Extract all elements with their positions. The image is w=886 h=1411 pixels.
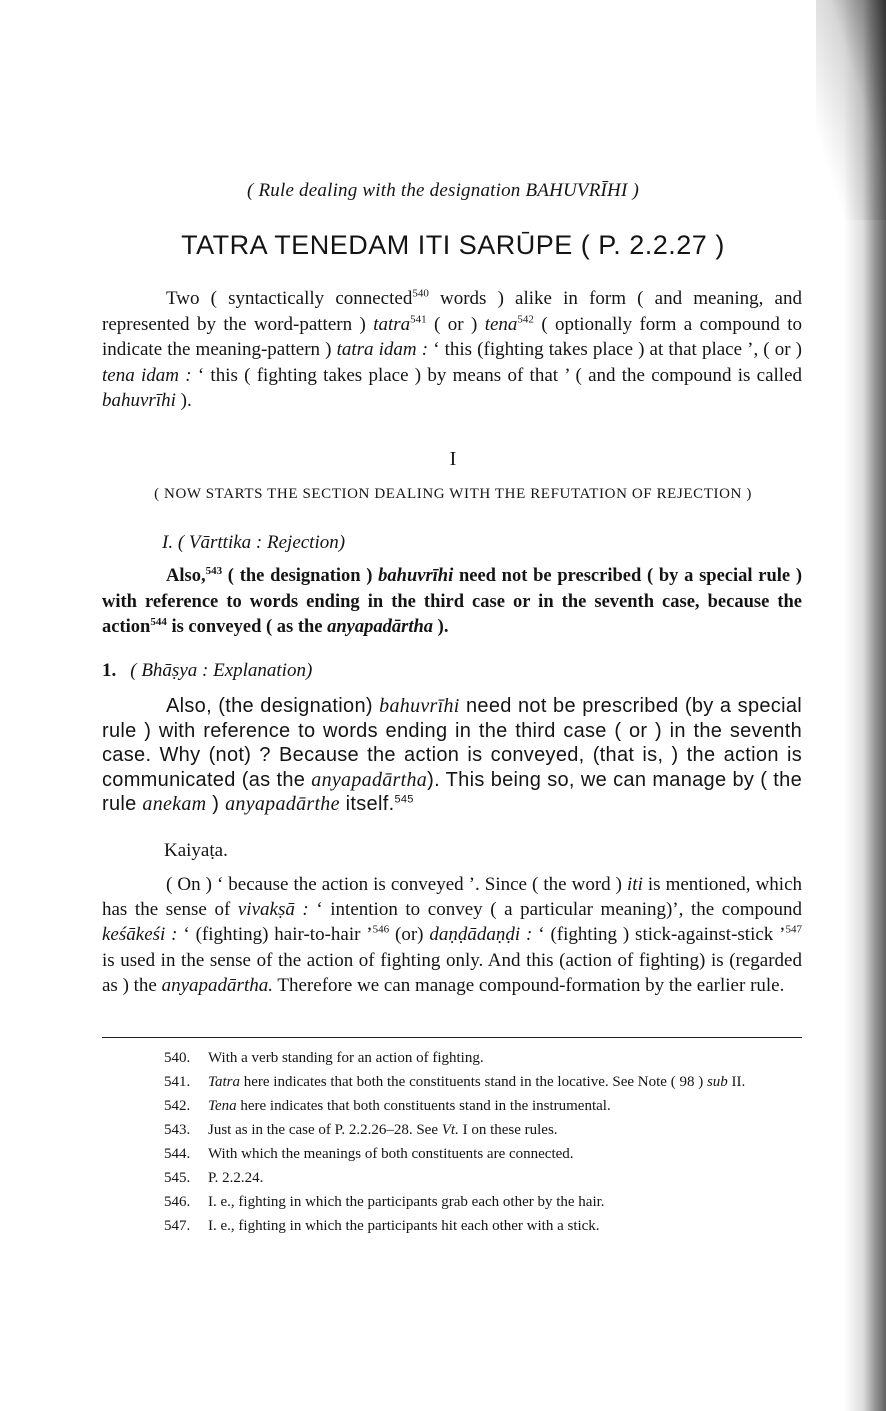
footnote [102, 1166, 802, 1190]
section-heading: ( NOW STARTS THE SECTION DEALING WITH THE REFUTATION OF REJECTION ) [154, 486, 752, 502]
italic-term: anekam [142, 793, 207, 815]
text-run: With a verb standing for an action of fighting. [208, 1050, 484, 1066]
text-run: ( or ) [426, 313, 485, 335]
text-run: (or) [389, 924, 430, 946]
text-run: is conveyed ( as the [166, 617, 328, 637]
text-run: need not be prescribed ( by a special rule ) with reference to words ending in the third case or in the seventh case, because the action [102, 566, 802, 637]
italic-term: Tatra [208, 1074, 240, 1090]
italic-term: anyapadārtha [327, 617, 434, 637]
italic-term: bahuvrīhi [102, 390, 176, 411]
text-run: ‘ intention to convey ( a particular meaning)’, the compound [308, 899, 802, 921]
italic-term: tena [484, 313, 518, 335]
italic-term: vivakṣā : [237, 899, 309, 921]
footnotes [102, 1046, 802, 1238]
sutra-translation [102, 286, 802, 414]
text-run: P. 2.2.24. [208, 1170, 264, 1186]
text-run: ). [433, 617, 449, 637]
bhasya-label [102, 660, 312, 682]
italic-term: sub [706, 1074, 728, 1090]
text-run: ) [206, 793, 226, 815]
footnote-number: 542. [164, 1098, 191, 1114]
footnote [102, 1046, 802, 1070]
kaiyata-text [102, 872, 802, 998]
italic-term: bahuvrīhi [379, 695, 460, 717]
text-run: I. e., fighting in which the participants hit each other with a stick. [208, 1218, 600, 1234]
text-run: ). [175, 390, 192, 411]
text-run: ‘ (fighting) hair-to-hair ’ [177, 924, 373, 946]
footnote [102, 1118, 802, 1142]
text-run: II. [727, 1074, 746, 1090]
text-run: With which the meanings of both constituents are connected. [208, 1146, 574, 1162]
footnote-ref: 544 [150, 615, 167, 628]
italic-term: tatra [373, 313, 411, 335]
text-run: need not be prescribed (by a special rule ) with reference to words ending in the third case ( or ) in the seventh case. Why (not) ? Because the action is conveyed, (that is, ) the action is communicated (as the [102, 695, 803, 791]
footnote-ref: 545 [394, 793, 414, 806]
footnote-ref: 542 [517, 313, 534, 326]
italic-term: anyapadārtha [311, 768, 428, 791]
footnote-number: 541. [164, 1074, 191, 1090]
footnote-divider [102, 1037, 802, 1038]
text-run: Also, [166, 566, 206, 586]
text-run: ( On ) ‘ because the action is conveyed ’. Since ( the word ) [166, 874, 628, 895]
text-run: is used in the sense of the action of fighting only. And this (action of fighting) is (regarded as ) the [102, 949, 802, 996]
italic-term: Tena [208, 1098, 237, 1114]
footnote-number: 540. [164, 1050, 191, 1066]
text-run: itself. [339, 793, 395, 815]
italic-term: anyapadārthe [225, 793, 340, 815]
text-run: here indicates that both the constituents stand in the locative. See Note ( 98 ) [239, 1074, 707, 1090]
text-run: Two ( syntactically connected [166, 288, 413, 309]
bhasya-text [102, 694, 802, 817]
text-run: ‘ this ( fighting takes place ) by means of that ’ ( and the compound is called [191, 364, 803, 386]
text-run: Just as in the case of P. 2.2.26–28. See [208, 1122, 442, 1138]
footnote-number: 547. [164, 1218, 191, 1234]
footnote [102, 1142, 802, 1166]
text-run: ‘ this (fighting takes place ) at that place ’, ( or ) [428, 339, 802, 360]
text-run: words ) alike in form ( and meaning, and represented by the word-pattern ) [102, 288, 802, 335]
text-run: ‘ (fighting ) stick-against-stick ’ [532, 924, 786, 946]
text-run: ( the designation ) [222, 566, 379, 586]
varttika-label: I. ( Vārttika : Rejection) [162, 532, 346, 553]
varttika-text [102, 564, 802, 641]
footnote-number: 546. [164, 1194, 191, 1210]
text-run: is mentioned, which has the sense of [102, 874, 803, 921]
bhasya-label-text: ( Bhāṣya : Explanation) [130, 660, 313, 681]
footnote-ref: 547 [785, 924, 803, 937]
italic-term: tena idam : [102, 364, 192, 386]
footnote-number: 544. [164, 1146, 191, 1162]
footnote-ref: 543 [205, 564, 223, 577]
bhasya-number: 1. [102, 660, 117, 681]
rule-note: ( Rule dealing with the designation BAHUVRĪHI ) [247, 180, 639, 201]
text-run: I. e., fighting in which the participants grab each other by the hair. [208, 1194, 605, 1210]
footnote [102, 1070, 802, 1094]
footnote-ref: 546 [372, 924, 390, 937]
text-run: Therefore we can manage compound-formation by the earlier rule. [272, 974, 785, 996]
text-run: I on these rules. [458, 1122, 558, 1138]
italic-term: Vt. [441, 1122, 459, 1138]
footnote-number: 543. [164, 1122, 191, 1138]
text-run: here indicates that both constituents stand in the instrumental. [236, 1098, 611, 1114]
footnote [102, 1190, 802, 1214]
footnote-number: 545. [164, 1170, 191, 1186]
footnote [102, 1094, 802, 1118]
italic-term: keśākeśi : [102, 924, 178, 946]
section-number: I [449, 448, 457, 470]
italic-term: bahuvrīhi [378, 566, 454, 586]
italic-term: tatra idam : [336, 339, 429, 360]
italic-term: anyapadārtha. [161, 974, 273, 996]
footnote-ref: 540 [412, 287, 429, 300]
footnote [102, 1214, 802, 1238]
footnote-ref: 541 [410, 313, 427, 326]
text-run: ). This being so, we can manage by ( the rule [102, 768, 803, 815]
italic-term: iti [627, 874, 643, 895]
kaiyata-label: Kaiyaṭa. [164, 840, 228, 861]
page-title: TATRA TENEDAM ITI SARŪPE ( P. 2.2.27 ) [181, 230, 725, 260]
text-run: ( optionally form a compound to indicate the meaning-pattern ) [102, 313, 803, 360]
text-run: Also, (the designation) [166, 695, 380, 717]
scan-edge-shadow [844, 0, 886, 1411]
italic-term: daṇḍādaṇḍi : [429, 924, 533, 946]
